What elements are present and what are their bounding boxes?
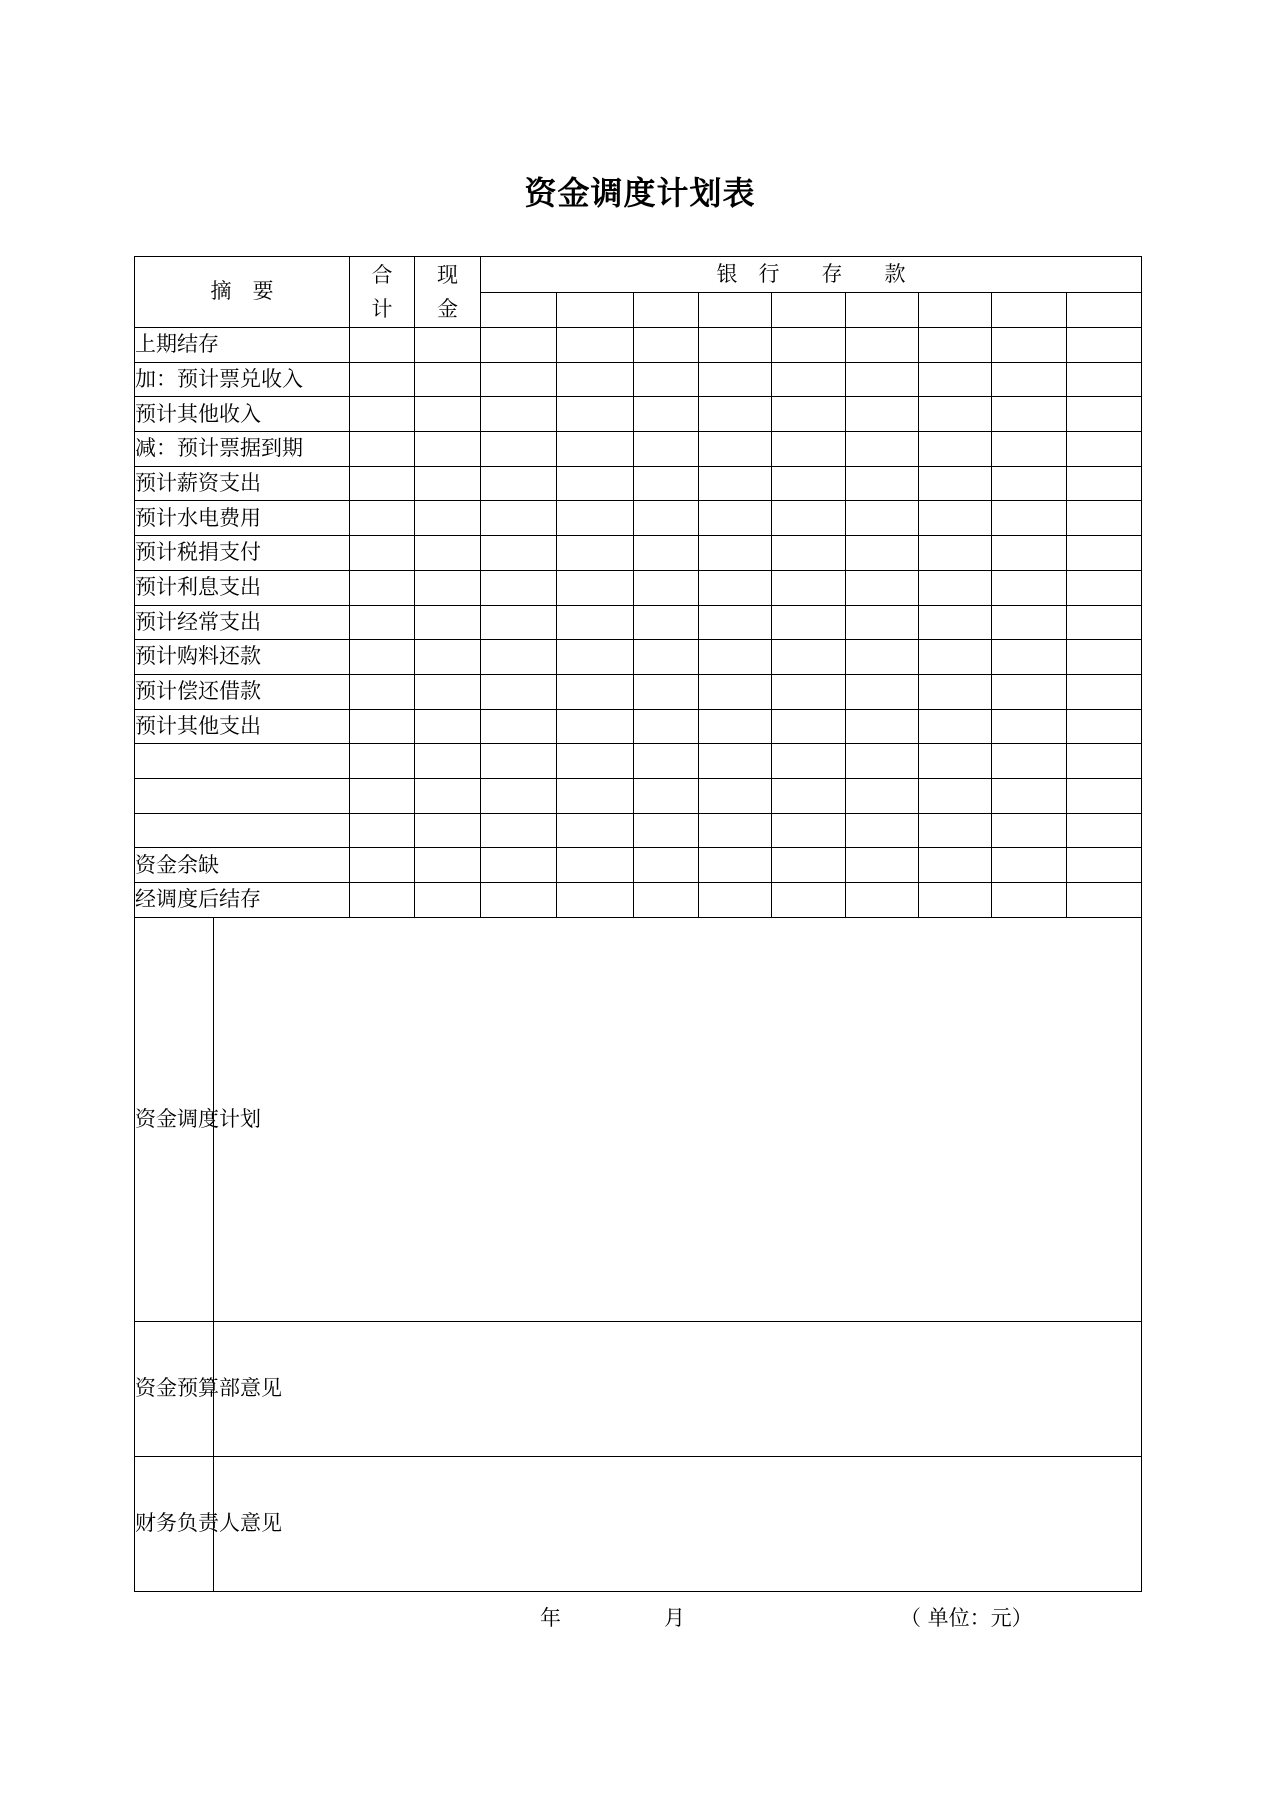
budget-opinion-content[interactable] [214, 1321, 1142, 1456]
amount-cell[interactable] [699, 432, 772, 467]
amount-cell[interactable] [846, 362, 919, 397]
table-row [135, 328, 1142, 363]
amount-cell[interactable] [772, 605, 846, 640]
amount-cell[interactable] [415, 848, 481, 883]
table-row [135, 709, 1142, 744]
table-row [135, 397, 1142, 432]
amount-cell[interactable] [415, 813, 481, 848]
amount-cell[interactable] [699, 328, 772, 363]
amount-cell[interactable] [350, 744, 415, 779]
amount-cell[interactable] [557, 709, 634, 744]
amount-cell[interactable] [846, 848, 919, 883]
amount-cell[interactable] [350, 605, 415, 640]
amount-cell[interactable] [772, 778, 846, 813]
amount-cell[interactable] [350, 328, 415, 363]
amount-cell[interactable] [481, 778, 557, 813]
amount-cell[interactable] [992, 501, 1067, 536]
amount-cell[interactable] [557, 536, 634, 571]
header-total-line1: 合 [371, 263, 393, 287]
header-total [350, 257, 415, 328]
row-label: 预计其他支出 [135, 709, 350, 744]
amount-cell[interactable] [557, 744, 634, 779]
amount-cell[interactable] [699, 362, 772, 397]
amount-cell[interactable] [846, 570, 919, 605]
row-label: 预计购料还款 [135, 640, 350, 675]
amount-cell[interactable] [634, 466, 699, 501]
bank-account-cell[interactable] [557, 293, 634, 328]
amount-cell[interactable] [415, 778, 481, 813]
amount-cell[interactable] [634, 570, 699, 605]
amount-cell[interactable] [415, 432, 481, 467]
amount-cell[interactable] [772, 362, 846, 397]
amount-cell[interactable] [415, 466, 481, 501]
amount-cell[interactable] [634, 674, 699, 709]
amount-cell[interactable] [481, 432, 557, 467]
bank-account-cell[interactable] [699, 293, 772, 328]
amount-cell[interactable] [481, 744, 557, 779]
amount-cell[interactable] [772, 328, 846, 363]
amount-cell[interactable] [992, 640, 1067, 675]
amount-cell[interactable] [1067, 397, 1142, 432]
amount-cell[interactable] [350, 570, 415, 605]
plan-label: 资金调度计划 [135, 917, 214, 1321]
amount-cell[interactable] [992, 397, 1067, 432]
row-label: 经调度后结存 [135, 883, 350, 918]
amount-cell[interactable] [699, 501, 772, 536]
bank-account-cell[interactable] [772, 293, 846, 328]
amount-cell[interactable] [699, 709, 772, 744]
amount-cell[interactable] [699, 778, 772, 813]
amount-cell[interactable] [350, 362, 415, 397]
amount-cell[interactable] [481, 709, 557, 744]
amount-cell[interactable] [481, 848, 557, 883]
amount-cell[interactable] [919, 744, 992, 779]
amount-cell[interactable] [634, 397, 699, 432]
amount-cell[interactable] [557, 466, 634, 501]
amount-cell[interactable] [846, 778, 919, 813]
amount-cell[interactable] [350, 536, 415, 571]
amount-cell[interactable] [634, 640, 699, 675]
amount-cell[interactable] [634, 362, 699, 397]
amount-cell[interactable] [350, 674, 415, 709]
amount-cell[interactable] [1067, 466, 1142, 501]
amount-cell[interactable] [919, 709, 992, 744]
amount-cell[interactable] [634, 813, 699, 848]
table-row [135, 432, 1142, 467]
amount-cell[interactable] [772, 883, 846, 918]
table-row [135, 501, 1142, 536]
amount-cell[interactable] [992, 536, 1067, 571]
table-row [135, 605, 1142, 640]
amount-cell[interactable] [846, 744, 919, 779]
amount-cell[interactable] [634, 536, 699, 571]
table-row [135, 640, 1142, 675]
bank-account-cell[interactable] [919, 293, 992, 328]
amount-cell[interactable] [350, 848, 415, 883]
amount-cell[interactable] [992, 709, 1067, 744]
table-row [135, 848, 1142, 883]
amount-cell[interactable] [846, 536, 919, 571]
amount-cell[interactable] [350, 432, 415, 467]
amount-cell[interactable] [481, 640, 557, 675]
amount-cell[interactable] [350, 640, 415, 675]
amount-cell[interactable] [846, 640, 919, 675]
amount-cell[interactable] [634, 744, 699, 779]
amount-cell[interactable] [846, 397, 919, 432]
header-total-line2: 计 [371, 297, 393, 321]
amount-cell[interactable] [557, 328, 634, 363]
amount-cell[interactable] [919, 328, 992, 363]
amount-cell[interactable] [919, 640, 992, 675]
amount-cell[interactable] [992, 813, 1067, 848]
amount-cell[interactable] [846, 432, 919, 467]
amount-cell[interactable] [772, 813, 846, 848]
amount-cell[interactable] [415, 605, 481, 640]
amount-cell[interactable] [772, 501, 846, 536]
amount-cell[interactable] [415, 640, 481, 675]
amount-cell[interactable] [699, 397, 772, 432]
amount-cell[interactable] [557, 362, 634, 397]
amount-cell[interactable] [699, 570, 772, 605]
amount-cell[interactable] [699, 848, 772, 883]
amount-cell[interactable] [350, 501, 415, 536]
amount-cell[interactable] [772, 709, 846, 744]
row-label: 加：预计票兑收入 [135, 362, 350, 397]
amount-cell[interactable] [699, 640, 772, 675]
row-label: 预计利息支出 [135, 570, 350, 605]
amount-cell[interactable] [415, 536, 481, 571]
amount-cell[interactable] [1067, 744, 1142, 779]
amount-cell[interactable] [772, 397, 846, 432]
amount-cell[interactable] [634, 709, 699, 744]
amount-cell[interactable] [634, 328, 699, 363]
amount-cell[interactable] [919, 362, 992, 397]
amount-cell[interactable] [919, 536, 992, 571]
row-label: 预计其他收入 [135, 397, 350, 432]
amount-cell[interactable] [1067, 813, 1142, 848]
table-row [135, 813, 1142, 848]
amount-cell[interactable] [772, 466, 846, 501]
amount-cell[interactable] [1067, 328, 1142, 363]
amount-cell[interactable] [699, 883, 772, 918]
amount-cell[interactable] [992, 432, 1067, 467]
amount-cell[interactable] [634, 883, 699, 918]
amount-cell[interactable] [772, 536, 846, 571]
amount-cell[interactable] [1067, 778, 1142, 813]
table-row [135, 536, 1142, 571]
amount-cell[interactable] [415, 362, 481, 397]
amount-cell[interactable] [557, 848, 634, 883]
amount-cell[interactable] [481, 674, 557, 709]
amount-cell[interactable] [772, 640, 846, 675]
amount-cell[interactable] [557, 778, 634, 813]
footer-year: 年 [540, 1606, 561, 1630]
row-label: 预计经常支出 [135, 605, 350, 640]
amount-cell[interactable] [699, 466, 772, 501]
amount-cell[interactable] [772, 744, 846, 779]
amount-cell[interactable] [634, 848, 699, 883]
amount-cell[interactable] [557, 397, 634, 432]
amount-cell[interactable] [1067, 848, 1142, 883]
footer-unit: （ 单位：元） [900, 1606, 1033, 1630]
amount-cell[interactable] [481, 501, 557, 536]
amount-cell[interactable] [992, 605, 1067, 640]
header-summary: 摘 要 [135, 257, 350, 328]
amount-cell[interactable] [481, 362, 557, 397]
amount-cell[interactable] [919, 397, 992, 432]
amount-cell[interactable] [557, 501, 634, 536]
amount-cell[interactable] [415, 501, 481, 536]
amount-cell[interactable] [481, 570, 557, 605]
row-label: 减：预计票据到期 [135, 432, 350, 467]
amount-cell[interactable] [1067, 362, 1142, 397]
amount-cell[interactable] [481, 397, 557, 432]
amount-cell[interactable] [992, 848, 1067, 883]
header-cash-line1: 现 [437, 263, 458, 287]
amount-cell[interactable] [557, 570, 634, 605]
row-label: 预计水电费用 [135, 501, 350, 536]
amount-cell[interactable] [772, 432, 846, 467]
amount-cell[interactable] [350, 883, 415, 918]
plan-content[interactable] [214, 917, 1142, 1321]
amount-cell[interactable] [481, 883, 557, 918]
amount-cell[interactable] [557, 640, 634, 675]
bank-account-cell[interactable] [634, 293, 699, 328]
amount-cell[interactable] [481, 536, 557, 571]
amount-cell[interactable] [919, 778, 992, 813]
amount-cell[interactable] [919, 466, 992, 501]
header-bank-deposit: 银 行 存 款 [481, 257, 1142, 293]
amount-cell[interactable] [481, 466, 557, 501]
amount-cell[interactable] [415, 709, 481, 744]
amount-cell[interactable] [992, 883, 1067, 918]
amount-cell[interactable] [350, 397, 415, 432]
amount-cell[interactable] [634, 432, 699, 467]
amount-cell[interactable] [919, 674, 992, 709]
amount-cell[interactable] [1067, 570, 1142, 605]
amount-cell[interactable] [481, 328, 557, 363]
amount-cell[interactable] [699, 674, 772, 709]
amount-cell[interactable] [846, 501, 919, 536]
page-title: 资金调度计划表 [524, 174, 756, 212]
amount-cell[interactable] [1067, 536, 1142, 571]
amount-cell[interactable] [919, 432, 992, 467]
amount-cell[interactable] [919, 883, 992, 918]
table-row [135, 744, 1142, 779]
amount-cell[interactable] [772, 848, 846, 883]
amount-cell[interactable] [350, 778, 415, 813]
amount-cell[interactable] [772, 674, 846, 709]
table-row [135, 466, 1142, 501]
table-row [135, 778, 1142, 813]
row-label [135, 813, 350, 848]
amount-cell[interactable] [1067, 674, 1142, 709]
amount-cell[interactable] [1067, 709, 1142, 744]
header-cash-line2: 金 [437, 297, 458, 321]
amount-cell[interactable] [481, 605, 557, 640]
amount-cell[interactable] [350, 466, 415, 501]
row-label: 预计薪资支出 [135, 466, 350, 501]
row-label [135, 778, 350, 813]
bank-account-cell[interactable] [481, 293, 557, 328]
amount-cell[interactable] [846, 674, 919, 709]
table-row [135, 570, 1142, 605]
finance-opinion-content[interactable] [214, 1456, 1142, 1591]
budget-opinion-label: 资金预算部意见 [135, 1321, 214, 1456]
amount-cell[interactable] [846, 466, 919, 501]
amount-cell[interactable] [634, 605, 699, 640]
bank-account-cell[interactable] [1067, 293, 1142, 328]
amount-cell[interactable] [846, 883, 919, 918]
table-row [135, 362, 1142, 397]
amount-cell[interactable] [699, 536, 772, 571]
row-label: 资金余缺 [135, 848, 350, 883]
amount-cell[interactable] [1067, 883, 1142, 918]
amount-cell[interactable] [415, 883, 481, 918]
amount-cell[interactable] [992, 362, 1067, 397]
amount-cell[interactable] [415, 397, 481, 432]
row-label: 上期结存 [135, 328, 350, 363]
amount-cell[interactable] [557, 605, 634, 640]
amount-cell[interactable] [557, 674, 634, 709]
table-row [135, 883, 1142, 918]
header-cash [415, 257, 481, 328]
bank-account-cell[interactable] [846, 293, 919, 328]
finance-opinion-label: 财务负责人意见 [135, 1456, 214, 1591]
bank-account-cell[interactable] [992, 293, 1067, 328]
amount-cell[interactable] [415, 744, 481, 779]
amount-cell[interactable] [846, 605, 919, 640]
amount-cell[interactable] [919, 570, 992, 605]
amount-cell[interactable] [557, 883, 634, 918]
amount-cell[interactable] [992, 466, 1067, 501]
amount-cell[interactable] [481, 813, 557, 848]
amount-cell[interactable] [699, 605, 772, 640]
amount-cell[interactable] [415, 570, 481, 605]
amount-cell[interactable] [772, 570, 846, 605]
row-label [135, 744, 350, 779]
amount-cell[interactable] [1067, 605, 1142, 640]
row-label: 预计偿还借款 [135, 674, 350, 709]
amount-cell[interactable] [415, 674, 481, 709]
amount-cell[interactable] [992, 328, 1067, 363]
amount-cell[interactable] [919, 813, 992, 848]
amount-cell[interactable] [557, 432, 634, 467]
amount-cell[interactable] [557, 813, 634, 848]
amount-cell[interactable] [992, 744, 1067, 779]
amount-cell[interactable] [699, 813, 772, 848]
table-row [135, 674, 1142, 709]
amount-cell[interactable] [350, 813, 415, 848]
amount-cell[interactable] [634, 778, 699, 813]
amount-cell[interactable] [992, 570, 1067, 605]
amount-cell[interactable] [1067, 501, 1142, 536]
footer-month: 月 [664, 1606, 685, 1630]
row-label: 预计税捐支付 [135, 536, 350, 571]
amount-cell[interactable] [350, 709, 415, 744]
amount-cell[interactable] [919, 501, 992, 536]
amount-cell[interactable] [992, 674, 1067, 709]
amount-cell[interactable] [415, 328, 481, 363]
amount-cell[interactable] [699, 744, 772, 779]
amount-cell[interactable] [846, 709, 919, 744]
amount-cell[interactable] [846, 328, 919, 363]
amount-cell[interactable] [992, 778, 1067, 813]
amount-cell[interactable] [1067, 640, 1142, 675]
fund-schedule-table [134, 256, 1142, 1592]
amount-cell[interactable] [846, 813, 919, 848]
amount-cell[interactable] [1067, 432, 1142, 467]
amount-cell[interactable] [634, 501, 699, 536]
amount-cell[interactable] [919, 605, 992, 640]
amount-cell[interactable] [919, 848, 992, 883]
